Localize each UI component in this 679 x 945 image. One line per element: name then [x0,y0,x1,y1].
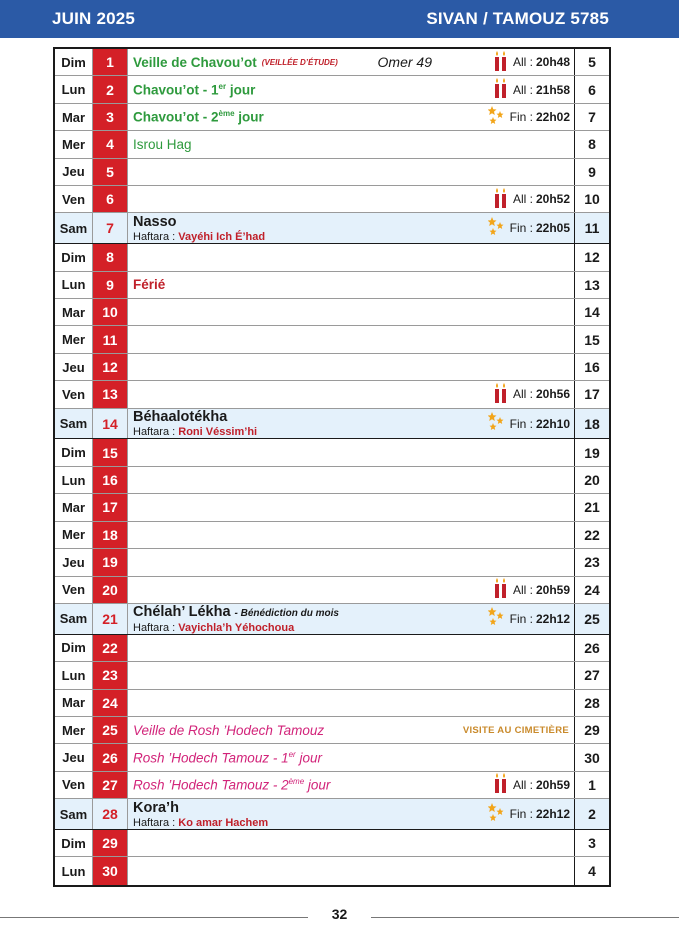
hebrew-day: 3 [574,830,609,856]
day-row [55,635,609,662]
weekday: Jeu [55,744,93,770]
weekday: Jeu [55,549,93,575]
day-row [55,76,609,103]
hebrew-day: 30 [574,744,609,770]
day-number: 21 [102,610,118,627]
weekday: Lun [55,857,93,884]
event-label-suffix: jour [304,777,331,793]
event-label: Rosh ’Hodech Tamouz - 2 [133,777,289,793]
weekday: Sam [55,213,93,243]
event-label: Chavou’ot - 2 [133,109,219,125]
weekday: Mar [55,494,93,520]
weekday: Dim [55,830,93,856]
hebrew-day: 16 [574,354,609,380]
calendar-table [53,47,611,887]
event-label: Rosh ’Hodech Tamouz - 1 [133,750,289,766]
day-row [55,549,609,576]
weekday: Lun [55,272,93,298]
weekday: Mar [55,299,93,325]
candles-icon [494,578,507,601]
event-note: (VEILLÉE D’ÉTUDE) [261,57,338,67]
day-number: 27 [93,772,127,798]
day-row [55,159,609,186]
day-row [55,299,609,326]
candle-lighting-time [494,577,570,603]
candle-lighting-time [494,381,570,407]
event-label: Veille de Rosh ’Hodech Tamouz [133,722,325,738]
event-text [133,109,264,125]
day-row [55,467,609,494]
event-cell [127,799,574,829]
day-number: 9 [93,272,127,298]
event-cell [127,522,574,548]
weekday: Mer [55,131,93,157]
event-cell [127,772,574,798]
stars-icon [488,106,504,129]
weekday: Mar [55,104,93,130]
event-superscript: er [288,749,296,759]
candles-icon [494,188,507,211]
event-label: Chavou’ot - 1 [133,82,219,98]
stars-icon [488,412,504,435]
time-label: Fin : [509,416,533,431]
time-label: Fin : [509,221,533,236]
time-value: 20h59 [535,582,570,597]
weekday: Ven [55,577,93,603]
shabbat-end-time [488,409,570,439]
shabbat-row [55,213,609,244]
haftara-label: Haftara : [133,426,179,439]
weekday: Mer [55,326,93,352]
hebrew-day: 22 [574,522,609,548]
weekday: Ven [55,186,93,212]
hebrew-day: 28 [574,690,609,716]
event-cell [127,577,574,603]
event-cell [127,299,574,325]
shabbat-row [55,799,609,830]
day-row [55,354,609,381]
event-label: Isrou Hag [133,136,192,152]
time-value: 22h05 [535,221,570,236]
event-superscript: ème [218,109,235,119]
shabbat-row [55,604,609,635]
time-value: 20h59 [535,777,570,792]
hebrew-day: 13 [574,272,609,298]
day-number: 20 [93,577,127,603]
hebrew-day: 2 [574,799,609,829]
day-row [55,494,609,521]
hebrew-day: 10 [574,186,609,212]
haftara-name: Ko amar Hachem [178,816,269,829]
hebrew-day: 15 [574,326,609,352]
stars-icon [488,803,504,826]
haftara-name: Vayéhi Ich É’had [178,231,266,244]
day-number: 26 [93,744,127,770]
time-label: All : [512,55,533,70]
day-row [55,857,609,884]
parasha-name: Chélah’ Lékha [133,604,231,621]
day-row [55,522,609,549]
day-number: 6 [93,186,127,212]
time-value: 21h58 [535,82,570,97]
time-value: 22h12 [535,611,570,626]
hebrew-day: 24 [574,577,609,603]
time-value: 20h48 [535,55,570,70]
time-label: All : [512,192,533,207]
hebrew-day: 8 [574,131,609,157]
event-cell [127,635,574,661]
hebrew-day: 25 [574,604,609,634]
weekday: Sam [55,604,93,634]
time-label: Fin : [509,807,533,822]
event-cell [127,467,574,493]
event-cell [127,244,574,270]
day-number: 17 [93,494,127,520]
hebrew-day: 26 [574,635,609,661]
hebrew-day: 19 [574,439,609,465]
event-text [133,723,324,738]
haftara-name: Vayichla’h Yéhochoua [178,621,295,634]
hebrew-day: 4 [574,857,609,884]
event-text [133,777,330,793]
event-cell [127,439,574,465]
weekday: Lun [55,662,93,688]
event-text [133,277,165,292]
day-number: 22 [93,635,127,661]
hebrew-day: 18 [574,409,609,439]
weekday: Jeu [55,159,93,185]
stars-icon [488,217,504,240]
event-cell [127,213,574,243]
hebrew-day: 5 [574,49,609,75]
hebrew-day: 23 [574,549,609,575]
haftara-label: Haftara : [133,621,179,634]
event-cell [127,717,574,743]
weekday: Dim [55,244,93,270]
hebrew-day: 14 [574,299,609,325]
day-number: 25 [93,717,127,743]
time-value: 22h12 [535,807,570,822]
event-text [133,82,255,98]
time-label: Fin : [509,110,533,125]
event-superscript: er [218,81,227,91]
candles-icon [494,773,507,796]
event-text [133,55,257,70]
day-number: 10 [93,299,127,325]
event-cell [127,272,574,298]
event-cell [127,744,574,770]
day-row [55,577,609,604]
event-cell [127,326,574,352]
haftara-label: Haftara : [133,231,179,244]
day-row [55,49,609,76]
event-label-suffix: jour [226,82,256,98]
hebrew-day: 27 [574,662,609,688]
candles-icon [494,383,507,406]
haftara-name: Roni Véssim’hi [178,426,258,439]
day-number: 18 [93,522,127,548]
day-row [55,326,609,353]
shabbat-end-time [488,213,570,243]
hebrew-day: 1 [574,772,609,798]
hebrew-day: 7 [574,104,609,130]
day-number: 19 [93,549,127,575]
hebrew-day: 29 [574,717,609,743]
day-number: 12 [93,354,127,380]
day-row [55,186,609,213]
weekday: Jeu [55,354,93,380]
event-cell [127,381,574,407]
day-number: 5 [93,159,127,185]
weekday: Dim [55,49,93,75]
time-label: Fin : [509,611,533,626]
candles-icon [494,78,507,101]
candle-lighting-time [494,49,570,75]
weekday: Dim [55,439,93,465]
weekday: Sam [55,799,93,829]
parasha-name: Béhaalotékha [133,409,228,426]
day-row [55,439,609,466]
day-number: 28 [102,806,118,823]
weekday: Lun [55,76,93,102]
event-cell [127,131,574,157]
time-value: 22h10 [535,416,570,431]
page-header [0,0,679,38]
event-cell [127,830,574,856]
hebrew-day: 9 [574,159,609,185]
weekday: Mer [55,717,93,743]
weekday: Ven [55,381,93,407]
event-cell [127,494,574,520]
day-number: 7 [106,220,114,237]
time-label: All : [512,582,533,597]
event-label: Férié [133,277,166,293]
day-row [55,717,609,744]
header-month: JUIN 2025 [52,9,136,28]
header-hebrew-month: SIVAN / TAMOUZ 5785 [426,9,609,28]
time-value: 20h56 [535,387,570,402]
day-number: 1 [93,49,127,75]
day-number: 14 [102,415,118,432]
hebrew-day: 20 [574,467,609,493]
day-row [55,381,609,408]
event-cell [127,857,574,884]
parasha-note: - Bénédiction du mois [234,608,339,620]
candle-lighting-time [494,186,570,212]
day-row [55,272,609,299]
event-cell [127,354,574,380]
event-cell [127,690,574,716]
time-label: All : [512,777,533,792]
event-text [133,750,322,766]
shabbat-end-time [488,604,570,634]
cemetery-visit-note: VISITE AU CIMETIÈRE [462,724,569,736]
day-number: 23 [93,662,127,688]
event-cell [127,104,574,130]
event-label-suffix: jour [295,750,322,766]
event-cell [127,159,574,185]
time-label: All : [512,82,533,97]
candles-icon [494,51,507,74]
weekday: Dim [55,635,93,661]
event-label: Veille de Chavou’ot [133,54,257,70]
day-row [55,772,609,799]
day-number: 15 [93,439,127,465]
day-number: 3 [93,104,127,130]
event-cell [127,662,574,688]
omer-count: Omer 49 [377,54,432,71]
candle-lighting-time [494,76,570,102]
shabbat-row [55,409,609,440]
haftara-label: Haftara : [133,816,179,829]
stars-icon [488,607,504,630]
hebrew-day: 11 [574,213,609,243]
day-row [55,104,609,131]
time-value: 22h02 [535,110,570,125]
shabbat-end-time [488,799,570,829]
day-row [55,244,609,271]
day-number: 29 [93,830,127,856]
candle-lighting-time [494,772,570,798]
day-row [55,662,609,689]
day-number: 24 [93,690,127,716]
event-label-suffix: jour [234,109,264,125]
event-cell [127,49,574,75]
day-row [55,690,609,717]
hebrew-day: 21 [574,494,609,520]
shabbat-end-time [488,104,570,130]
day-number: 8 [93,244,127,270]
hebrew-day: 6 [574,76,609,102]
event-cell [127,186,574,212]
day-number: 2 [93,76,127,102]
weekday: Mer [55,522,93,548]
event-cell [127,604,574,634]
weekday: Ven [55,772,93,798]
page-number: 32 [331,906,348,922]
day-row [55,131,609,158]
hebrew-day: 17 [574,381,609,407]
weekday: Mar [55,690,93,716]
day-row [55,744,609,771]
day-number: 13 [93,381,127,407]
event-superscript: ème [288,777,305,787]
parasha-name: Nasso [133,213,177,230]
day-number: 30 [93,857,127,884]
event-cell [127,76,574,102]
day-row [55,830,609,857]
day-number: 4 [93,131,127,157]
parasha-name: Kora’h [133,799,179,816]
day-number: 16 [93,467,127,493]
day-number: 11 [93,326,127,352]
time-label: All : [512,387,533,402]
hebrew-day: 12 [574,244,609,270]
event-text [133,137,192,152]
event-cell [127,409,574,439]
weekday: Sam [55,409,93,439]
time-value: 20h52 [535,192,570,207]
event-cell [127,549,574,575]
weekday: Lun [55,467,93,493]
